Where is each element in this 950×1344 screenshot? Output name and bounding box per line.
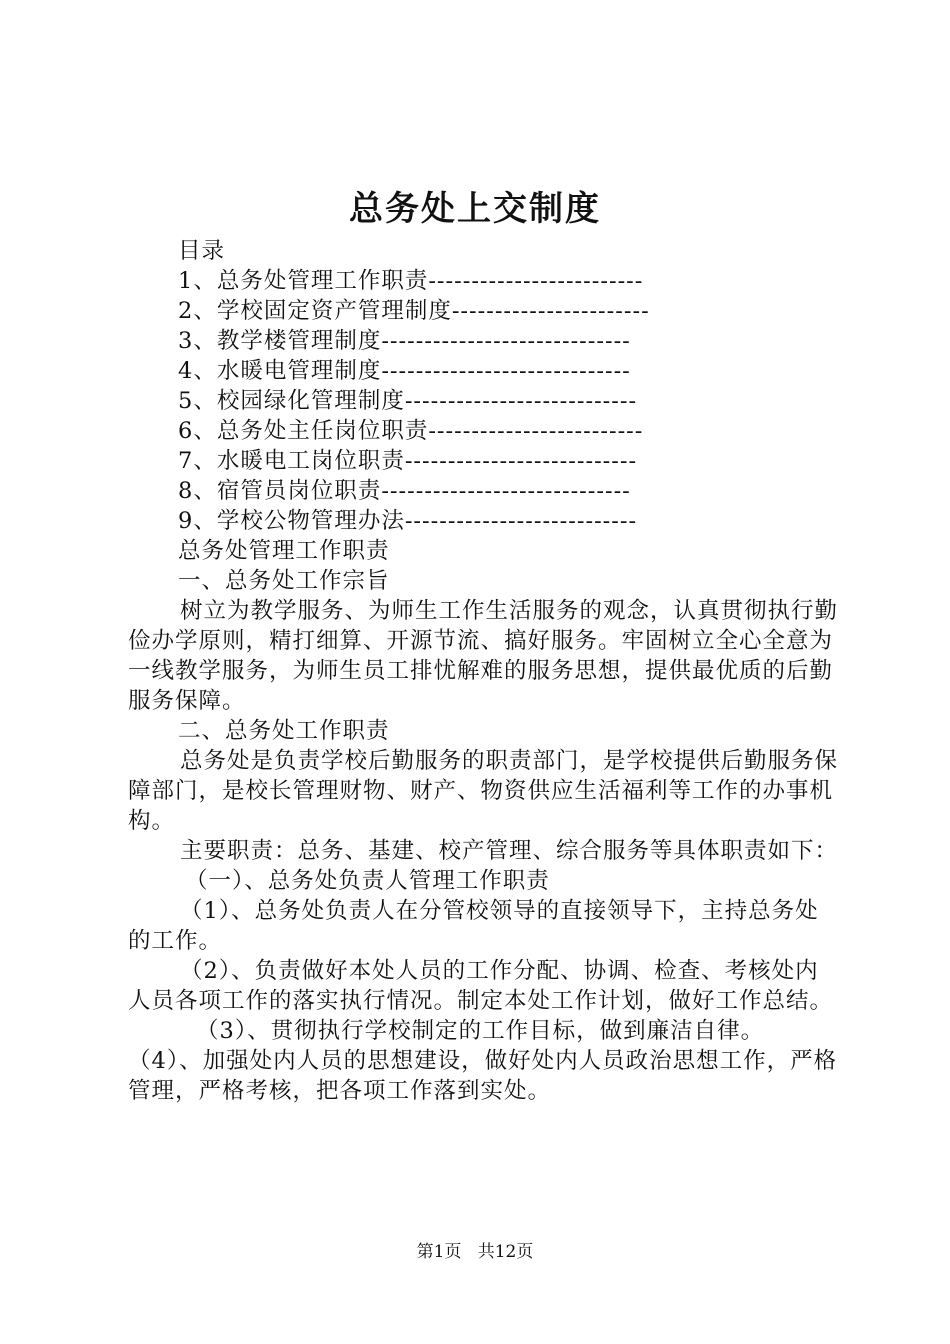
item-1: （1）、总务处负责人在分管校领导的直接领导下，主持总务处的工作。 xyxy=(128,898,819,954)
page-footer xyxy=(0,1240,950,1264)
toc-item: 1、总务处管理工作职责------------------------- xyxy=(178,268,644,294)
sub-heading-leader: （一）、总务处负责人管理工作职责 xyxy=(185,868,550,894)
toc-heading: 目录 xyxy=(178,238,226,264)
toc-item: 6、总务处主任岗位职责------------------------- xyxy=(178,418,644,444)
item-2: （2）、负责做好本处人员的工作分配、协调、检查、考核处内人员各项工作的落实执行情况。制定本处工作计划，做好工作总结。 xyxy=(128,958,834,1014)
page-separator xyxy=(467,1242,472,1262)
toc-item: 4、水暖电管理制度----------------------------- xyxy=(178,358,631,384)
toc-item: 3、教学楼管理制度----------------------------- xyxy=(178,328,631,354)
document-title: 总务处上交制度 xyxy=(349,189,601,229)
paragraph-main-duties: 主要职责：总务、基建、校产管理、综合服务等具体职责如下： xyxy=(180,838,839,864)
toc-item: 7、水暖电工岗位职责--------------------------- xyxy=(178,448,638,474)
document-body xyxy=(128,236,838,1106)
paragraph-duties: 总务处是负责学校后勤服务的职责部门，是学校提供后勤服务保障部门，是校长管理财物、财产、物资供应生活福利等工作的办事机构。 xyxy=(128,748,839,834)
toc-item: 9、学校公物管理办法--------------------------- xyxy=(178,508,638,534)
toc-item: 2、学校固定资产管理制度----------------------- xyxy=(178,298,650,324)
heading-purpose: 一、总务处工作宗旨 xyxy=(178,568,390,594)
toc-item: 8、宿管员岗位职责----------------------------- xyxy=(178,478,631,504)
page-total: 共12页 xyxy=(477,1242,534,1262)
item-3: （3）、贯彻执行学校制定的工作目标，做到廉洁自律。 xyxy=(196,1018,765,1044)
heading-duties: 二、总务处工作职责 xyxy=(178,718,390,744)
page-number: 第1页 xyxy=(416,1242,462,1262)
section-title: 总务处管理工作职责 xyxy=(178,538,390,564)
item-4: （4）、加强处内人员的思想建设，做好处内人员政治思想工作，严格管理，严格考核，把各项工作落到实处。 xyxy=(128,1048,838,1104)
toc-item: 5、校园绿化管理制度--------------------------- xyxy=(178,388,638,414)
paragraph-purpose: 树立为教学服务、为师生工作生活服务的观念，认真贯彻执行勤俭办学原则，精打细算、开源节流、搞好服务。牢固树立全心全意为一线教学服务，为师生员工排忧解难的服务思想，提供最优质的后勤服务保障。 xyxy=(128,598,839,714)
